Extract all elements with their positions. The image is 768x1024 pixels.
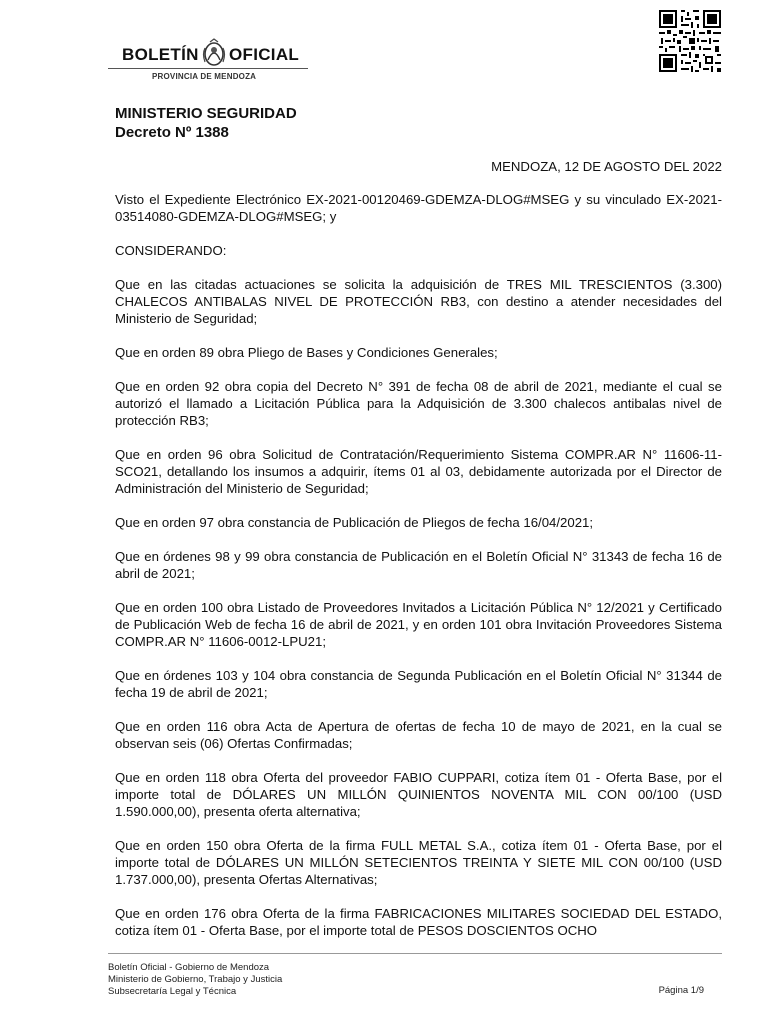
paragraph: Que en orden 92 obra copia del Decreto N° 391 de fecha 08 de abril de 2021, mediante el cual se autorizó el llamado a Licitación Pública para la Adquisición de 3.300 chalecos antibalas nivel de protección RB3;: [115, 379, 722, 428]
paragraph: Que en órdenes 103 y 104 obra constancia de Segunda Publicación en el Boletín Oficial N° 31344 de fecha 19 de abril de 2021;: [115, 668, 722, 700]
boletin-oficial-logo: [108, 36, 308, 88]
document-heading: [115, 104, 297, 142]
logo-text-right: OFICIAL: [229, 45, 300, 64]
paragraph: Que en orden 89 obra Pliego de Bases y Condiciones Generales;: [115, 345, 498, 360]
page-number: Página 1/9: [658, 985, 704, 996]
footer-line-3: Subsecretaría Legal y Técnica: [108, 986, 237, 997]
ministry-title: MINISTERIO SEGURIDAD: [115, 105, 297, 122]
paragraph: Que en orden 150 obra Oferta de la firma FULL METAL S.A., cotiza ítem 01 - Oferta Base, por el importe total de DÓLARES UN MILLÓN SETECIENTOS TREINTA Y SIETE MIL CON 00/100 (USD 1.737.000,00), presenta Ofertas Alternativas;: [115, 838, 722, 887]
footer-line-2: Ministerio de Gobierno, Trabajo y Justicia: [108, 974, 283, 985]
decree-number: Decreto Nº 1388: [115, 124, 229, 141]
footer-divider: [108, 953, 722, 954]
logo-text-left: BOLETÍN: [122, 45, 199, 64]
paragraph: Que en órdenes 98 y 99 obra constancia de Publicación en el Boletín Oficial N° 31343 de fecha 16 de abril de 2021;: [115, 549, 722, 581]
paragraph: Que en orden 96 obra Solicitud de Contratación/Requerimiento Sistema COMPR.AR N° 11606-11-SCO21, detallando los insumos a adquirir, ítems 01 al 03, debidamente autorizada por el Director de Administración del Ministerio de Seguridad;: [115, 447, 722, 496]
paragraph: Que en orden 100 obra Listado de Proveedores Invitados a Licitación Pública N° 12/2021 y Certificado de Publicación Web de fecha 16 de abril de 2021, y en orden 101 obra Invitación Proveedores Sistema COMPR.AR N° 11606-0012-LPU21;: [115, 600, 722, 649]
page-footer: [108, 962, 282, 998]
paragraph: Que en orden 118 obra Oferta del proveedor FABIO CUPPARI, cotiza ítem 01 - Oferta Base, por el importe total de DÓLARES UN MILLÓN QUINIENTOS NOVENTA MIL CON 00/100 (USD 1.590.000,00), presenta oferta alternativa;: [115, 770, 722, 819]
paragraph: Que en orden 176 obra Oferta de la firma FABRICACIONES MILITARES SOCIEDAD DEL ESTADO, cotiza ítem 01 - Oferta Base, por el importe total de PESOS DOSCIENTOS OCHO: [115, 906, 722, 938]
footer-line-1: Boletín Oficial - Gobierno de Mendoza: [108, 962, 270, 973]
decree-date: MENDOZA, 12 DE AGOSTO DEL 2022: [491, 159, 722, 174]
mendoza-emblem-icon: [202, 38, 226, 68]
paragraph: CONSIDERANDO:: [115, 243, 227, 258]
paragraph: Visto el Expediente Electrónico EX-2021-00120469-GDEMZA-DLOG#MSEG y su vinculado EX-2021-03514080-GDEMZA-DLOG#MSEG; y: [115, 192, 722, 224]
decree-body: [115, 191, 722, 956]
paragraph: Que en orden 97 obra constancia de Publicación de Pliegos de fecha 16/04/2021;: [115, 515, 594, 530]
qr-code-icon: [657, 8, 723, 74]
logo-divider: [108, 68, 308, 69]
paragraph: Que en orden 116 obra Acta de Apertura de ofertas de fecha 10 de mayo de 2021, en la cual se observan seis (06) Ofertas Confirmadas;: [115, 719, 722, 751]
paragraph: Que en las citadas actuaciones se solicita la adquisición de TRES MIL TRESCIENTOS (3.300) CHALECOS ANTIBALAS NIVEL DE PROTECCIÓN RB3, con destino a atender necesidades del Ministerio de Seguridad;: [115, 277, 722, 326]
logo-subtitle: PROVINCIA DE MENDOZA: [152, 72, 257, 81]
